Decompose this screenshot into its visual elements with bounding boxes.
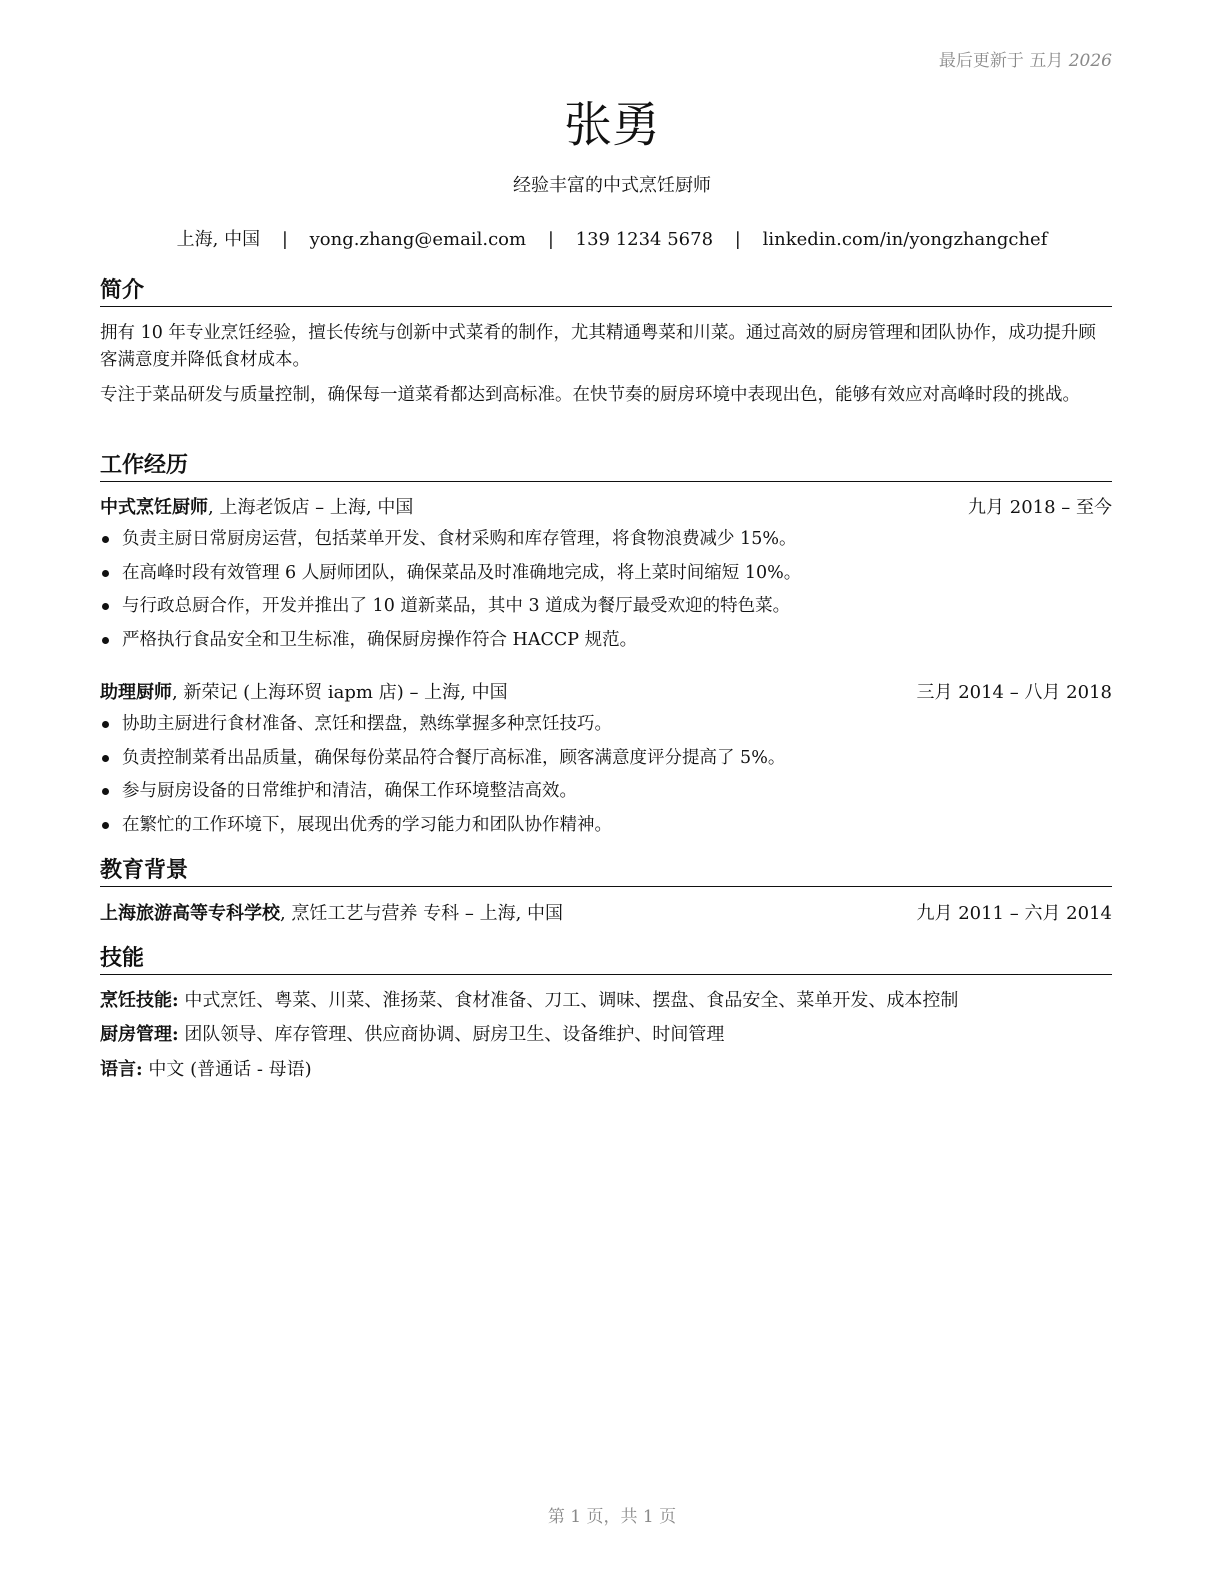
contact-line	[0, 225, 1224, 251]
bullet-icon	[102, 721, 109, 728]
bullet-icon	[102, 788, 109, 795]
contact-linkedin[interactable]: linkedin.com/in/yongzhangchef	[762, 229, 1048, 250]
list-item	[100, 775, 1112, 809]
education-details: , 烹饪工艺与营养 专科 – 上海, 中国	[280, 903, 564, 924]
section-title-experience: 工作经历	[100, 453, 1112, 482]
last-updated-year: 2026	[1068, 51, 1112, 71]
section-title-summary: 简介	[100, 278, 1112, 307]
job-details: , 新荣记 (上海环贸 iapm 店) – 上海, 中国	[172, 682, 508, 703]
list-item	[100, 523, 1112, 557]
skill-value: 中文 (普通话 - 母语)	[142, 1059, 312, 1080]
list-item	[100, 624, 1112, 658]
education-entry	[100, 901, 1112, 927]
list-item	[100, 557, 1112, 591]
job-header	[100, 680, 1112, 706]
last-updated	[939, 46, 1112, 71]
bullet-icon	[102, 755, 109, 762]
bullet-text: 在高峰时段有效管理 6 人厨师团队，确保菜品及时准确地完成，将上菜时间缩短 10%。	[122, 562, 802, 583]
bullet-icon	[102, 603, 109, 610]
bullet-text: 与行政总厨合作，开发并推出了 10 道新菜品，其中 3 道成为餐厅最受欢迎的特色菜。	[122, 596, 791, 616]
summary-paragraph: 拥有 10 年专业烹饪经验，擅长传统与创新中式菜肴的制作，尤其精通粤菜和川菜。通过高效的厨房管理和团队协作，成功提升顾客满意度并降低食材成本。	[100, 323, 1096, 370]
bullet-text: 协助主厨进行食材准备、烹饪和摆盘，熟练掌握多种烹饪技巧。	[122, 714, 612, 734]
bullet-text: 严格执行食品安全和卫生标准，确保厨房操作符合 HACCP 规范。	[122, 629, 638, 650]
contact-email[interactable]: yong.zhang@email.com	[309, 229, 527, 250]
summary-paragraph: 专注于菜品研发与质量控制，确保每一道菜肴都达到高标准。在快节奏的厨房环境中表现出色，能够有效应对高峰时段的挑战。	[100, 385, 1080, 405]
education-dates: 九月 2011 – 六月 2014	[916, 903, 1112, 924]
job-header	[100, 495, 1112, 521]
job-dates: 九月 2018 – 至今	[968, 497, 1112, 518]
skill-value: 中式烹饪、粤菜、川菜、淮扬菜、食材准备、刀工、调味、摆盘、食品安全、菜单开发、成本控制	[178, 990, 959, 1011]
job-role: 中式烹饪厨师	[100, 497, 208, 518]
page-footer: 第 1 页，共 1 页	[547, 1507, 677, 1527]
education-school: 上海旅游高等专科学校	[100, 903, 280, 924]
bullet-text: 负责控制菜肴出品质量，确保每份菜品符合餐厅高标准，顾客满意度评分提高了 5%。	[122, 747, 786, 768]
skill-label: 厨房管理:	[100, 1024, 179, 1045]
list-item	[100, 590, 1112, 624]
skill-line	[100, 1022, 1112, 1048]
bullet-text: 参与厨房设备的日常维护和清洁，确保工作环境整洁高效。	[122, 781, 577, 801]
skill-line	[100, 1057, 1112, 1083]
contact-phone: 139 1234 5678	[575, 229, 714, 250]
job-details: , 上海老饭店 – 上海, 中国	[208, 497, 414, 518]
job-dates: 三月 2014 – 八月 2018	[916, 682, 1112, 703]
job-bullets	[100, 708, 1112, 842]
job-bullets	[100, 523, 1112, 657]
section-title-education: 教育背景	[100, 858, 1112, 887]
section-title-skills: 技能	[100, 946, 1112, 975]
bullet-icon	[102, 570, 109, 577]
list-item	[100, 809, 1112, 843]
bullet-icon	[102, 822, 109, 829]
bullet-text: 负责主厨日常厨房运营，包括菜单开发、食材采购和库存管理，将食物浪费减少 15%。	[122, 529, 797, 549]
contact-separator: |	[734, 229, 741, 250]
contact-location: 上海, 中国	[176, 229, 261, 250]
bullet-icon	[102, 536, 109, 543]
bullet-text: 在繁忙的工作环境下，展现出优秀的学习能力和团队协作精神。	[122, 814, 612, 835]
job-role: 助理厨师	[100, 682, 172, 703]
list-item	[100, 708, 1112, 742]
skill-label: 语言:	[100, 1059, 143, 1080]
contact-separator: |	[281, 229, 288, 250]
last-updated-prefix: 最后更新于 五月	[938, 51, 1064, 71]
candidate-name: 张勇	[563, 97, 660, 153]
skill-value: 团队领导、库存管理、供应商协调、厨房卫生、设备维护、时间管理	[178, 1024, 725, 1045]
skill-label: 烹饪技能:	[100, 990, 179, 1011]
bullet-icon	[102, 637, 109, 644]
headline: 经验丰富的中式烹饪厨师	[513, 175, 711, 196]
skill-line	[100, 988, 1112, 1014]
list-item	[100, 742, 1112, 776]
contact-separator: |	[547, 229, 554, 250]
